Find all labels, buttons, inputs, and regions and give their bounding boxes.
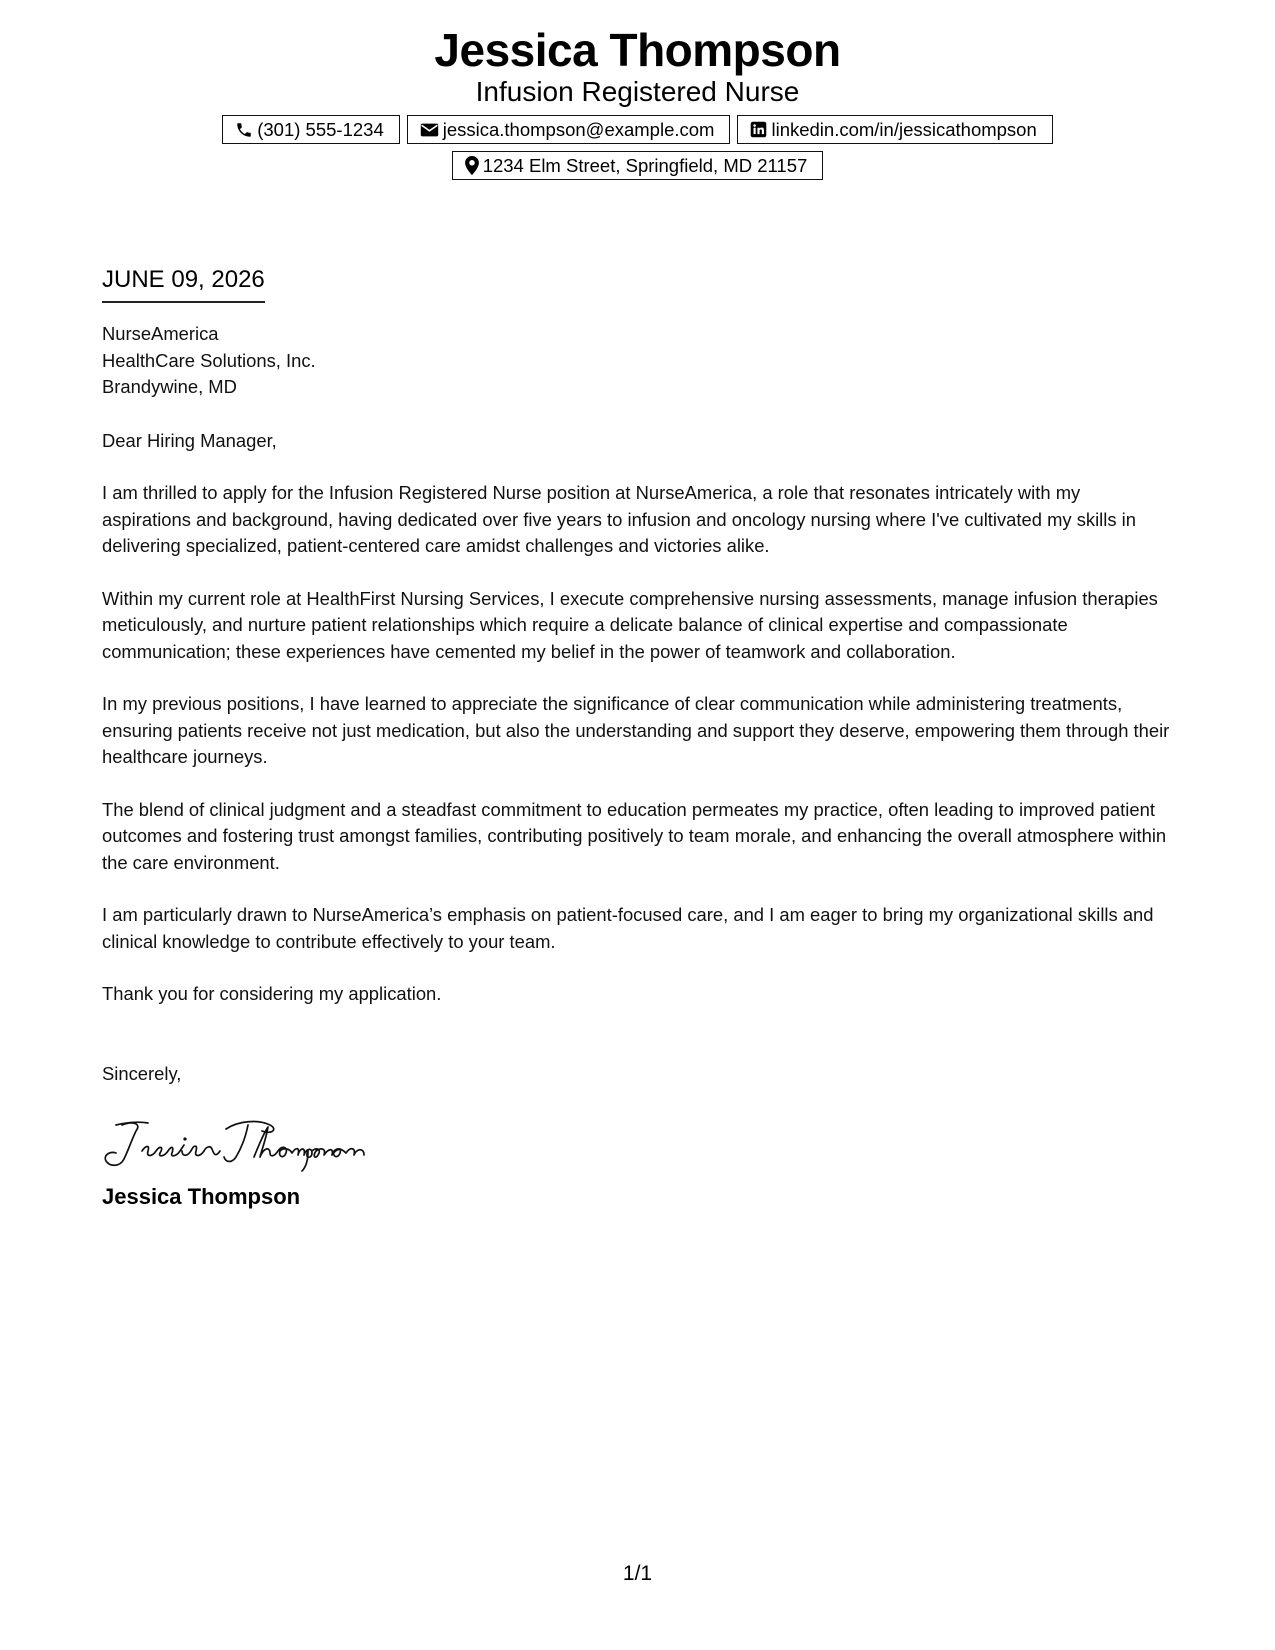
recipient-line: HealthCare Solutions, Inc. [102, 349, 316, 371]
handwritten-signature [102, 1117, 1174, 1173]
thank-you-line: Thank you for considering my application. [102, 983, 442, 1004]
recipient-line: NurseAmerica [102, 323, 219, 344]
contact-address [452, 151, 824, 180]
envelope-icon [420, 122, 439, 138]
recipient-block [102, 321, 1174, 401]
letter-header [0, 22, 1275, 180]
map-pin-icon [465, 156, 479, 175]
applicant-name: Jessica Thompson [434, 24, 841, 76]
linkedin-icon [750, 121, 767, 138]
body-paragraph: In my previous positions, I have learned to appreciate the significance of clear communication while administering treatments, ensuring patients receive not just medication, but also the understanding and support they deserve, empowering them through their healthcare journeys. [102, 693, 1170, 767]
signed-name: Jessica Thompson [102, 1184, 301, 1209]
letter-date: JUNE 09, 2026 [102, 265, 265, 303]
phone-text: (301) 555-1234 [257, 119, 384, 140]
page-number: 1/1 [622, 1562, 653, 1585]
linkedin-text: linkedin.com/in/jessicathompson [771, 119, 1037, 140]
body-paragraph: The blend of clinical judgment and a steadfast commitment to education permeates my practice, often leading to improved patient outcomes and fostering trust amongst families, contributing positively to team morale, and enhancing the overall atmosphere within the care environment. [102, 798, 1167, 873]
letter-body [102, 265, 1174, 1211]
body-paragraph: Within my current role at HealthFirst Nursing Services, I execute comprehensive nursing assessments, manage infusion therapies meticulously, and nurture patient relationships which require a delicate balance of clinical expertise and compassionate communication; these experiences have cemented my belief in the power of teamwork and collaboration. [102, 587, 1158, 662]
closing: Sincerely, [102, 1062, 182, 1084]
contact-row-secondary [0, 151, 1275, 180]
applicant-role: Infusion Registered Nurse [475, 76, 800, 107]
contact-linkedin[interactable] [737, 115, 1052, 144]
contact-row-primary [0, 115, 1275, 144]
contact-email[interactable] [407, 115, 731, 144]
salutation: Dear Hiring Manager, [102, 429, 277, 451]
body-paragraph: I am thrilled to apply for the Infusion Registered Nurse position at NurseAmerica, a role that resonates intricately with my aspirations and background, having dedicated over five years to infusion and oncology nursing where I've cultivated my skills in delivering specialized, patient-centered care amidst challenges and victories alike. [102, 482, 1136, 556]
contact-phone[interactable] [222, 115, 400, 144]
address-text: 1234 Elm Street, Springfield, MD 21157 [482, 155, 808, 176]
recipient-line: Brandywine, MD [102, 376, 237, 397]
email-text: jessica.thompson@example.com [442, 119, 715, 140]
body-paragraph: I am particularly drawn to NurseAmerica’s emphasis on patient-focused care, and I am eager to bring my organizational skills and clinical knowledge to contribute effectively to your team. [102, 904, 1154, 952]
phone-icon [235, 121, 253, 139]
